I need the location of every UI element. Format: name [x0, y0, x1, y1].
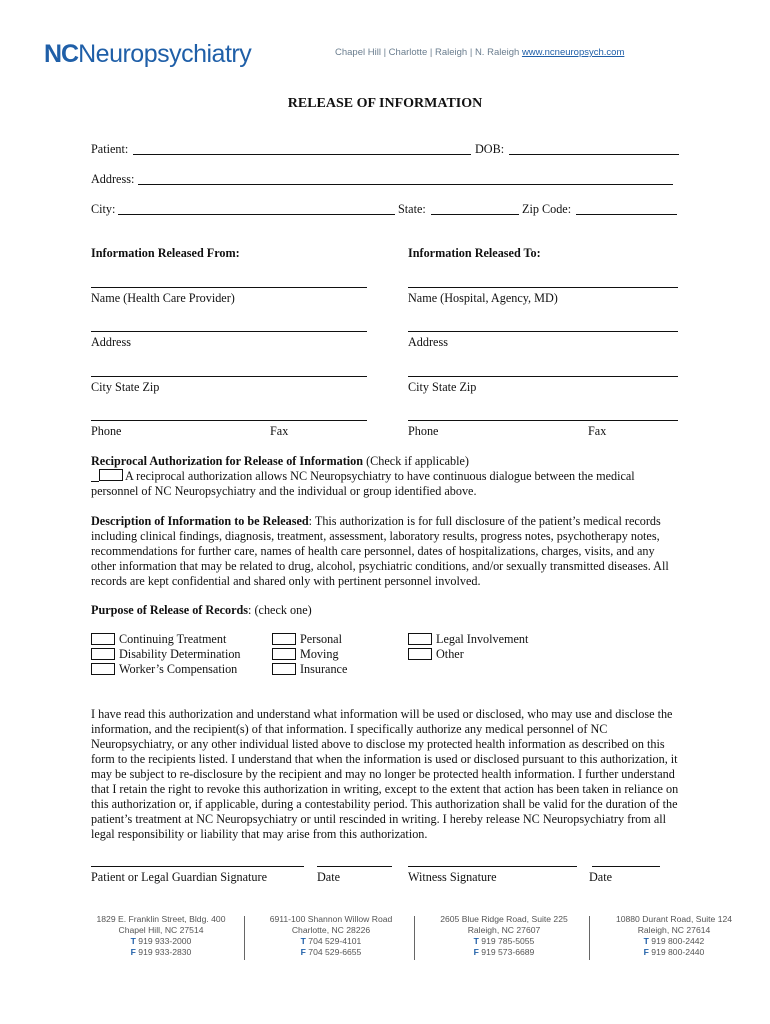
purpose-heading: Purpose of Release of Records [91, 603, 249, 617]
purpose-heading-line [91, 603, 312, 618]
to-city-label: City State Zip [408, 380, 477, 394]
option-moving: Moving [300, 647, 339, 661]
office-phone: T 704 529-4101 [300, 936, 362, 946]
office-phone: T 919 800-2442 [643, 936, 705, 946]
office-north-raleigh [594, 914, 754, 958]
description-text: : This authorization is for full disclosure of the patient’s medical records including clinical findings, diagnosis, treatment, assessment, laboratory results, progress notes, psychotherapy notes, recommendations for further care, names of health care personnel, dates of hospitalizations, charges, visits, and any other information that may be related to drug, alcohol, psychiatric conditions, and/or sexually transmitted diseases. All records are kept confidential and shared only with pertinent personnel involved. [91, 514, 669, 588]
checkbox-personal[interactable] [272, 633, 296, 645]
office-city: Raleigh, NC 27607 [467, 925, 541, 935]
reciprocal-heading-line [91, 454, 469, 469]
from-name-label: Name (Health Care Provider) [91, 291, 235, 305]
dob-field[interactable] [509, 154, 679, 155]
office-charlotte [251, 914, 411, 958]
witness-signature-label: Witness Signature [408, 870, 497, 884]
reciprocal-text-1: A reciprocal authorization allows NC Neuropsychiatry to have continuous dialogue between the medical [125, 469, 635, 483]
zip-label: Zip Code: [522, 202, 572, 216]
option-disability-determination: Disability Determination [119, 647, 241, 661]
from-name-field[interactable] [91, 287, 367, 288]
patient-field[interactable] [133, 154, 471, 155]
reciprocal-checkbox[interactable] [99, 469, 123, 481]
witness-signature-field[interactable] [408, 866, 577, 867]
description-heading: Description of Information to be Released [91, 514, 309, 528]
office-street: 2605 Blue Ridge Road, Suite 225 [440, 914, 568, 924]
footer-divider [244, 916, 245, 960]
office-fax: F 919 933-2830 [130, 947, 192, 957]
office-fax: F 919 573-6689 [473, 947, 535, 957]
footer-divider [589, 916, 590, 960]
description-paragraph [91, 514, 681, 589]
from-address-label: Address [91, 335, 131, 349]
date-label-1: Date [317, 870, 341, 884]
reciprocal-note: (Check if applicable) [366, 454, 469, 468]
office-fax: F 919 800-2440 [643, 947, 705, 957]
header-locations [335, 47, 624, 58]
office-raleigh [424, 914, 584, 958]
checkbox-disability-determination[interactable] [91, 648, 115, 660]
purpose-note: : (check one) [248, 603, 312, 617]
checkbox-insurance[interactable] [272, 663, 296, 675]
city-field[interactable] [118, 214, 395, 215]
office-street: 1829 E. Franklin Street, Bldg. 400 [96, 914, 226, 924]
from-city-field[interactable] [91, 376, 367, 377]
office-phone: T 919 785-5055 [473, 936, 535, 946]
to-name-label: Name (Hospital, Agency, MD) [408, 291, 558, 305]
patient-label: Patient: [91, 142, 129, 156]
patient-signature-field[interactable] [91, 866, 304, 867]
option-continuing-treatment: Continuing Treatment [119, 632, 227, 646]
reciprocal-text-2: personnel of NC Neuropsychiatry and the individual or group identified above. [91, 484, 477, 498]
option-insurance: Insurance [300, 662, 348, 676]
company-logo: NCNeuropsychiatry [44, 40, 252, 68]
to-name-field[interactable] [408, 287, 678, 288]
option-personal: Personal [300, 632, 342, 646]
office-street: 10880 Durant Road, Suite 124 [615, 914, 733, 924]
option-workers-compensation: Worker’s Compensation [119, 662, 238, 676]
office-street: 6911-100 Shannon Willow Road [269, 914, 393, 924]
state-label: State: [398, 202, 426, 216]
office-phone: T 919 933-2000 [130, 936, 192, 946]
address-label: Address: [91, 172, 135, 186]
office-fax: F 704 529-6655 [300, 947, 362, 957]
patient-signature-label: Patient or Legal Guardian Signature [91, 870, 267, 884]
city-label: City: [91, 202, 116, 216]
date-field-1[interactable] [317, 866, 392, 867]
zip-field[interactable] [576, 214, 677, 215]
office-chapel-hill [81, 914, 241, 958]
office-city: Chapel Hill, NC 27514 [118, 925, 204, 935]
checkbox-moving[interactable] [272, 648, 296, 660]
office-city: Raleigh, NC 27614 [637, 925, 711, 935]
address-field[interactable] [138, 184, 673, 185]
released-from-heading: Information Released From: [91, 246, 240, 260]
authorization-text: I have read this authorization and understand what information will be used or disclosed, who may use and disclose the information, and the recipient(s) of that information. I specifically authorize any medical personnel of NC Neuropsychiatry, or any other individual listed above to disclose my protected health information as described on this form to the recipients listed. I understand that when the information is used or disclosed pursuant to this authorization, it may be subject to re-disclosure by the recipient and may no longer be protected health information. I further understand that I retain the right to revoke this authorization in writing, except to the extent that action has been taken in reliance on this authorization or, if applicable, during a contestability period. This authorization shall be valid for the duration of the patient’s treatment at NC Neuropsychiatry or until rescinded in writing. I hereby release NC Neuropsychiatry from all legal responsibility or liability that may arise from this authorization. [91, 707, 679, 841]
locations-text: Chapel Hill | Charlotte | Raleigh | N. Raleigh [335, 47, 520, 58]
office-city: Charlotte, NC 28226 [291, 925, 371, 935]
to-address-field[interactable] [408, 331, 678, 332]
reciprocal-heading: Reciprocal Authorization for Release of Information [91, 454, 364, 468]
page-title: RELEASE OF INFORMATION [287, 96, 483, 111]
website-link[interactable]: www.ncneuropsych.com [521, 47, 625, 58]
date-field-2[interactable] [592, 866, 660, 867]
from-fax-label: Fax [270, 424, 289, 438]
to-fax-label: Fax [588, 424, 607, 438]
to-phone-fax-field[interactable] [408, 420, 678, 421]
from-phone-fax-field[interactable] [91, 420, 367, 421]
checkbox-workers-compensation[interactable] [91, 663, 115, 675]
checkbox-continuing-treatment[interactable] [91, 633, 115, 645]
dob-label: DOB: [475, 142, 505, 156]
to-address-label: Address [408, 335, 448, 349]
to-phone-label: Phone [408, 424, 439, 438]
to-city-field[interactable] [408, 376, 678, 377]
checkbox-other[interactable] [408, 648, 432, 660]
from-address-field[interactable] [91, 331, 367, 332]
from-phone-label: Phone [91, 424, 122, 438]
date-label-2: Date [589, 870, 613, 884]
checkbox-legal-involvement[interactable] [408, 633, 432, 645]
option-legal-involvement: Legal Involvement [436, 632, 529, 646]
from-city-label: City State Zip [91, 380, 160, 394]
footer-divider [414, 916, 415, 960]
option-other: Other [436, 647, 464, 661]
state-field[interactable] [431, 214, 519, 215]
released-to-heading: Information Released To: [408, 246, 541, 260]
reciprocal-underline [91, 481, 99, 482]
